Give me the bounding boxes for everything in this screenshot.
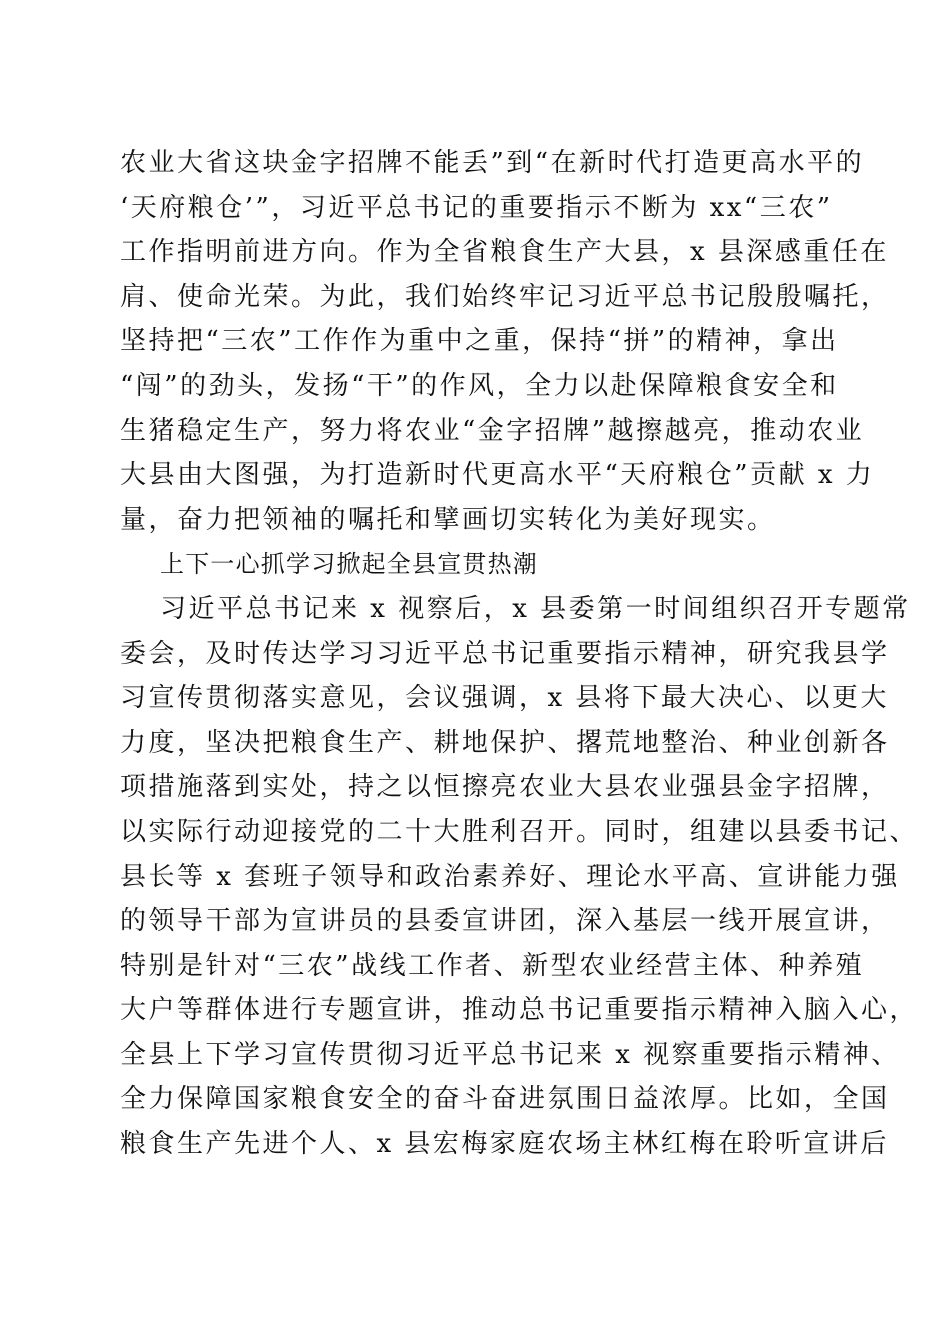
paragraph2-line-9: 特别是针对“三农”战线工作者、新型农业经营主体、种养殖 [120,950,865,981]
paragraph2-line-6: 以实际行动迎接党的二十大胜利召开。同时，组建以县委书记、 [120,816,919,847]
paragraph2-line-10: 大户等群体进行专题宣讲，推动总书记重要指示精神入脑入心， [120,995,919,1026]
paragraph2-line-8: 的领导干部为宣讲员的县委宣讲团，深入基层一线开展宣讲， [120,906,890,937]
document-body [120,141,919,1167]
paragraph1-line-4: 肩、使命光荣。为此，我们始终牢记习近平总书记殷殷嘱托， [120,281,890,312]
paragraph1-line-1: 农业大省这块金字招牌不能丢”到“在新时代打造更高水平的 [120,148,865,178]
paragraph1-line-3: 工作指明前进方向。作为全省粮食生产大县，x 县深感重任在 [120,237,889,268]
paragraph1-line-8: 大县由大图强，为打造新时代更高水平“天府粮仓”贡献 x 力 [120,460,875,491]
paragraph2-line-1: 习近平总书记来 x 视察后，x 县委第一时间组织召开专题常 [160,593,911,624]
paragraph1-line-9: 量，奋力把领袖的嘱托和擘画切实转化为美好现实。 [120,504,776,535]
paragraph2-line-5: 项措施落到实处，持之以恒擦亮农业大县农业强县金字招牌， [120,772,890,803]
section-heading: 上下一心抓学习掀起全县宣贯热潮 [160,550,538,579]
paragraph2-line-13: 粮食生产先进个人、x 县宏梅家庭农场主林红梅在聆听宣讲后 [120,1129,889,1160]
paragraph1-line-5: 坚持把“三农”工作作为重中之重，保持“拼”的精神，拿出 [120,326,839,357]
paragraph2-line-2: 委会，及时传达学习习近平总书记重要指示精神，研究我县学 [120,638,890,669]
paragraph2-line-7: 县长等 x 套班子领导和政治素养好、理论水平高、宣讲能力强 [120,861,900,892]
paragraph2-line-11: 全县上下学习宣传贯彻习近平总书记来 x 视察重要指示精神、 [120,1039,900,1070]
paragraph1-line-6: “闯”的劲头，发扬“干”的作风，全力以赴保障粮食安全和 [120,370,839,401]
paragraph1-line-7: 生猪稳定生产，努力将农业“金字招牌”越擦越亮，推动农业 [120,415,865,446]
paragraph2-line-12: 全力保障国家粮食安全的奋斗奋进氛围日益浓厚。比如，全国 [120,1084,890,1115]
paragraph2-line-4: 力度，坚决把粮食生产、耕地保护、撂荒地整治、种业创新各 [120,727,890,758]
paragraph2-line-3: 习宣传贯彻落实意见，会议强调，x 县将下最大决心、以更大 [120,683,889,714]
paragraph1-line-2: ‘天府粮仓’”，习近平总书记的重要指示不断为 xx“三农” [120,192,833,223]
